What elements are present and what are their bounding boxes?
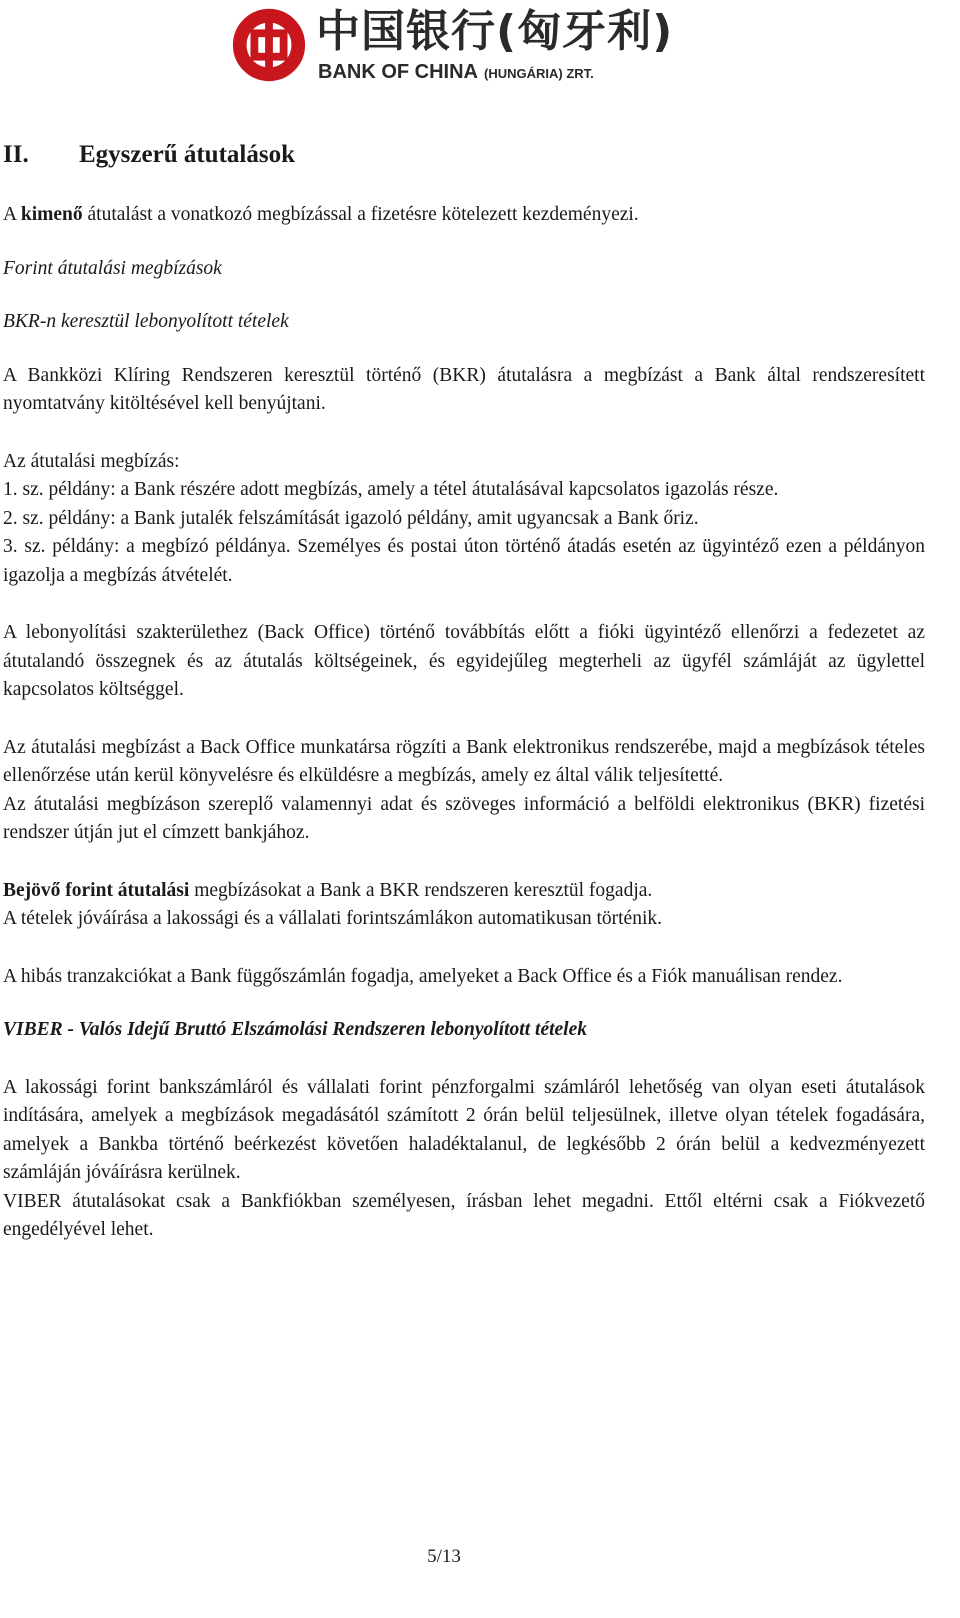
copy-item-1: 1. sz. példány: a Bank részére adott megbízás, amely a tétel átutalásával kapcsolatos igazolás része. bbox=[3, 479, 779, 500]
bank-of-china-seal-icon bbox=[230, 6, 308, 84]
copy-item-3: 3. sz. példány: a megbízó példánya. Személyes és postai úton történő átadás esetén az ügyintéző ezen a példányon igazolja a megbízás átvételét. bbox=[3, 536, 925, 586]
section-heading bbox=[3, 138, 925, 172]
logo-english-name bbox=[318, 62, 594, 84]
paragraph-bkr: A Bankközi Klíring Rendszeren keresztül történő (BKR) átutalásra a megbízást a Bank által rendszeresített nyomtatvány kitöltésével kell benyújtani. bbox=[3, 364, 925, 414]
copy-item-2: 2. sz. példány: a Bank jutalék felszámítását igazoló példány, amit ugyancsak a Bank őriz. bbox=[3, 507, 699, 529]
section-number: II. bbox=[3, 141, 29, 168]
intro-bold-word: kimenő bbox=[20, 204, 83, 225]
page-number: 5/13 bbox=[427, 1546, 461, 1567]
bank-logo bbox=[230, 2, 674, 86]
paragraph-data-transfer: Az átutalási megbízáson szereplő valamennyi adat és szöveges információ a belföldi elektronikus (BKR) fizetési rendszer útján jut el címzett bankjához. bbox=[3, 793, 925, 843]
subheading-viber: VIBER - Valós Idejű Bruttó Elszámolási Rendszeren lebonyolított tételek bbox=[3, 1019, 587, 1040]
intro-paragraph bbox=[3, 201, 925, 230]
logo-bank-name: BANK OF CHINA bbox=[318, 61, 478, 83]
paragraph-viber-branch: VIBER átutalásokat csak a Bankfiókban személyesen, írásban lehet megadni. Ettől eltérni csak a Fiókvezető engedélyével lehet. bbox=[3, 1190, 925, 1240]
paragraph-errors: A hibás tranzakciókat a Bank függőszámlán fogadja, amelyeket a Back Office és a Fiók manuálisan rendez. bbox=[3, 965, 843, 987]
incoming-bold-text: Bejövő forint átutalási bbox=[3, 879, 190, 901]
paragraph-recording: Az átutalási megbízást a Back Office munkatársa rögzíti a Bank elektronikus rendszerébe, majd a megbízások tételes ellenőrzése után kerül könyvelésre és elküldésre a megbízás, amely ez által válik teljesítetté. bbox=[3, 736, 925, 786]
paragraph-crediting: A tételek jóváírása a lakossági és a vállalati forintszámlákon automatikusan történik. bbox=[3, 908, 663, 929]
logo-subsidiary: (HUNGÁRIA) ZRT. bbox=[484, 66, 594, 81]
intro-text-end: átutalást a vonatkozó megbízással a fizetésre kötelezett kezdeményezi. bbox=[82, 204, 639, 225]
logo-chinese-name: 中国银行(匈牙利) bbox=[316, 6, 674, 57]
subheading-forint: Forint átutalási megbízások bbox=[3, 257, 222, 279]
paragraph-viber: A lakossági forint bankszámláról és vállalati forint pénzforgalmi számláról lehetőség van olyan eseti átutalások indítására, amelyek a megbízások megadásától számított 2 órán belül teljesülnek, illetve olyan tételek fogadására, amelyek a Bankba történő beérkezést követően haladéktalanul, de legkésőbb 2 órán belül a kedvezményezett számláján jóváírásra kerülnek. bbox=[3, 1076, 925, 1183]
section-title: Egyszerű átutalások bbox=[79, 141, 295, 168]
copies-heading: Az átutalási megbízás: bbox=[3, 450, 180, 472]
intro-text-start: A bbox=[3, 204, 21, 225]
document-body bbox=[3, 138, 925, 1245]
paragraph-incoming bbox=[3, 877, 925, 906]
subheading-bkr: BKR-n keresztül lebonyolított tételek bbox=[3, 311, 289, 332]
paragraph-back-office: A lebonyolítási szakterülethez (Back Office) történő továbbítás előtt a fióki ügyintéző ellenőrzi a fedezetet az átutalandó összegnek és az átutalás költségeinek, és egyidejűleg megterheli az ügyfél számláját az ügylettel kapcsolatos költséggel. bbox=[3, 622, 925, 700]
incoming-text: megbízásokat a Bank a BKR rendszeren keresztül fogadja. bbox=[189, 879, 653, 901]
